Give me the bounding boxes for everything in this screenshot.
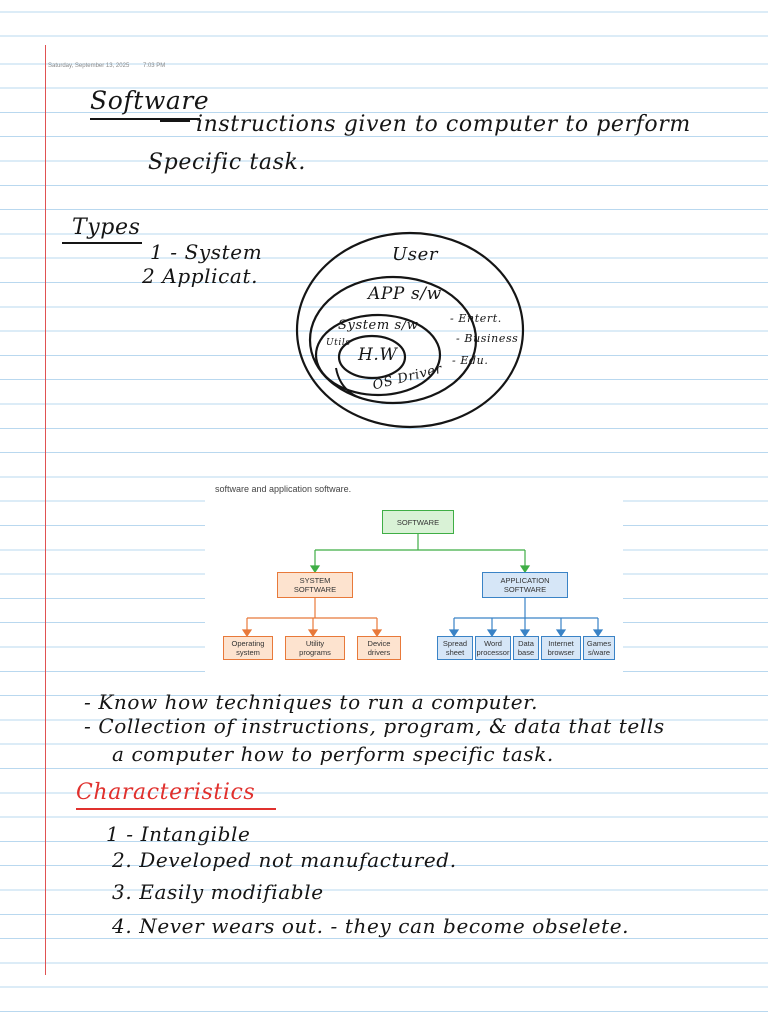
sketch-hardware-label: H.W (358, 345, 398, 365)
sketch-drivers-label: OS Driver (371, 361, 444, 394)
diagram-system-box: SYSTEM SOFTWARE (277, 572, 353, 598)
characteristic-1: 1 - Intangible (106, 822, 251, 846)
definition-line-2: Specific task. (148, 150, 306, 175)
bullet-2-line-1: - Collection of instructions, program, & data that tells (84, 714, 665, 738)
diagram-games-box: Games s/ware (583, 636, 615, 660)
sketch-user-label: User (392, 244, 439, 265)
characteristic-3: 3. Easily modifiable (112, 880, 324, 904)
types-item-1: 1 - System (150, 240, 263, 264)
characteristics-underline (76, 808, 276, 810)
sketch-use-2: - Business (456, 332, 519, 345)
timestamp-time: 7:03 PM (142, 63, 166, 69)
diagram-database-box: Data base (513, 636, 539, 660)
types-heading: Types (72, 215, 141, 240)
sketch-system-label: System s/w (338, 318, 419, 333)
diagram-utility-box: Utility programs (285, 636, 345, 660)
diagram-caption: software and application software. (215, 484, 352, 494)
diagram-spreadsheet-box: Spread sheet (437, 636, 473, 660)
definition-line-1: instructions given to computer to perform (196, 112, 691, 137)
timestamp-date: Saturday, September 13, 2025 (48, 63, 130, 69)
characteristic-2: 2. Developed not manufactured. (112, 848, 457, 872)
bullet-2-line-2: a computer how to perform specific task. (112, 742, 554, 766)
sketch-use-3: - Edu. (452, 354, 489, 367)
characteristics-heading: Characteristics (76, 780, 256, 805)
note-title: Software (90, 86, 210, 115)
diagram-wordprocessor-box: Word processor (475, 636, 511, 660)
sketch-apps-label: APP s/w (368, 284, 442, 304)
diagram-os-box: Operating system (223, 636, 273, 660)
characteristic-4: 4. Never wears out. - they can become obselete. (112, 914, 630, 938)
diagram-root-box: SOFTWARE (382, 510, 454, 534)
diagram-browser-box: Internet browser (541, 636, 581, 660)
diagram-application-box: APPLICATION SOFTWARE (482, 572, 568, 598)
bullet-1: - Know how techniques to run a computer. (84, 690, 539, 714)
types-item-2: 2 Applicat. (142, 264, 259, 288)
sketch-side-label: Utils (326, 338, 351, 348)
sketch-use-1: - Entert. (450, 312, 502, 325)
diagram-drivers-box: Device drivers (357, 636, 401, 660)
software-hierarchy-diagram (205, 480, 623, 675)
